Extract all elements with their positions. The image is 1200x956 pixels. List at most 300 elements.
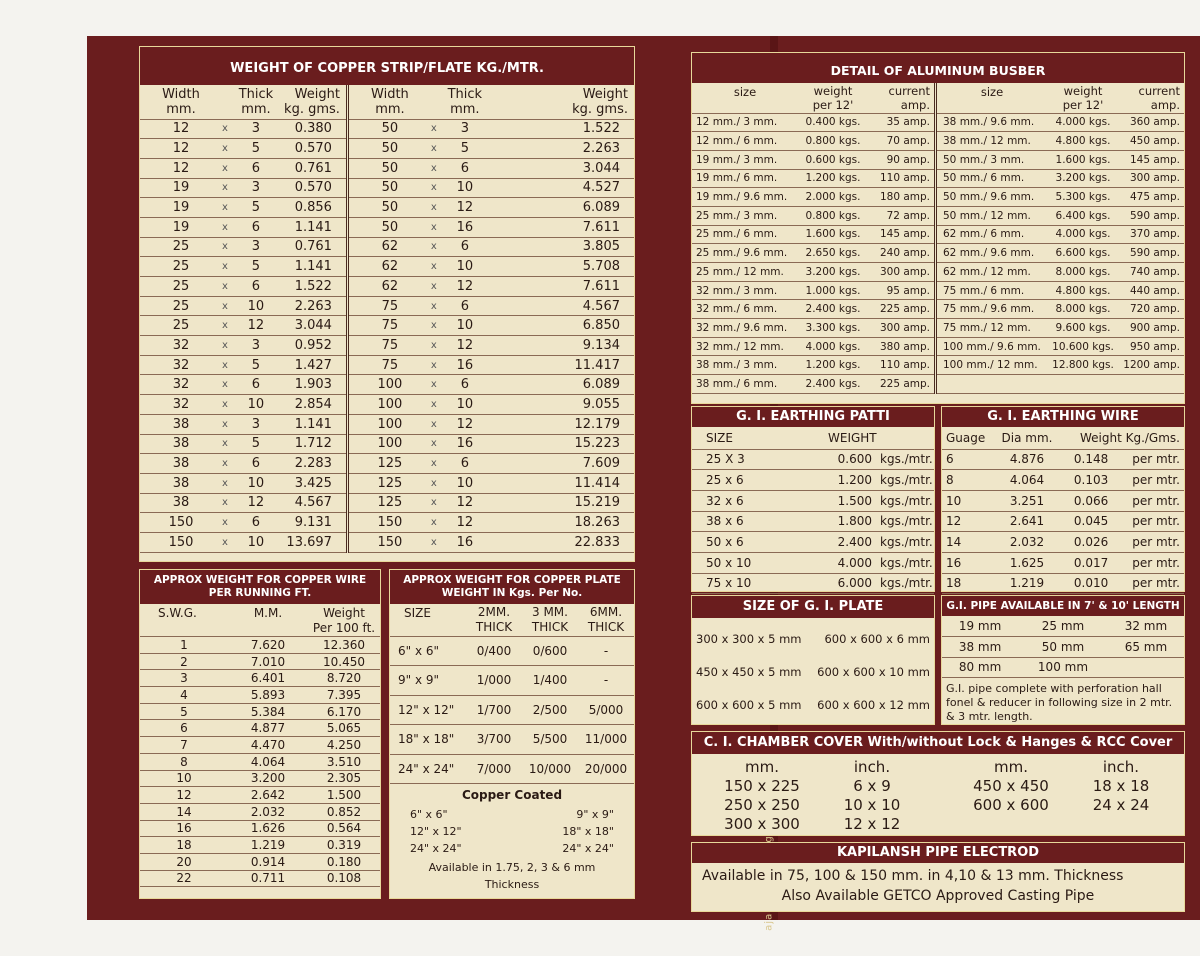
times-sign: x — [222, 162, 228, 174]
wire-row — [140, 803, 380, 820]
earthing-patti-rows — [692, 449, 934, 594]
strip-weight: 7.611 — [582, 219, 620, 235]
times-sign: x — [430, 458, 437, 470]
busbar-weight: 2.650 kgs. — [805, 247, 861, 260]
strip-head-thick-unit-2: mm. — [450, 101, 480, 117]
patti-size: 25 X 3 — [706, 452, 745, 467]
strip-head-thick-2: Thick — [447, 86, 483, 102]
copper-plate-rows — [390, 636, 634, 784]
gi-plate-title: SIZE OF G. I. PLATE — [692, 596, 934, 618]
times-sign: x — [430, 536, 437, 548]
strip-weight: 3.044 — [284, 316, 348, 336]
copper-wire-title-1: APPROX WEIGHT FOR COPPER WIRE — [153, 574, 367, 586]
busbar-current: 35 amp. — [868, 113, 936, 132]
patti-row — [692, 552, 934, 573]
wire-swg: 16 — [176, 821, 192, 836]
strip-width: 125 — [377, 475, 403, 491]
gi-pipe-row — [942, 657, 1184, 678]
times-sign: x — [430, 202, 437, 214]
wire-mm: 1.626 — [250, 821, 286, 836]
patti-unit: kgs./mtr. — [880, 535, 933, 550]
wire-mm: 6.401 — [250, 671, 286, 686]
wire-head-weight: Weight — [323, 606, 365, 620]
strip-width: 50 — [381, 180, 399, 196]
brochure-sheet — [87, 36, 1200, 920]
strip-weight: 1.903 — [284, 375, 348, 395]
strip-weight: 0.570 — [284, 139, 348, 159]
busbar-current: 110 amp. — [868, 169, 936, 188]
busbar-head-weight: weight — [813, 83, 853, 98]
strip-width: 75 — [381, 298, 399, 314]
strip-width: 12 — [172, 121, 190, 137]
wire-mm: 2.032 — [250, 804, 286, 819]
times-sign: x — [222, 221, 228, 233]
busbar-weight: 2.400 kgs. — [805, 377, 861, 390]
plate-head-thick-3: THICK — [587, 619, 625, 634]
busbar-row — [692, 281, 1184, 300]
gi-pipe-size: 32 mm — [1124, 619, 1168, 633]
patti-unit: kgs./mtr. — [880, 493, 933, 508]
ewire-row — [942, 490, 1184, 511]
strip-row — [140, 473, 634, 493]
plate-row — [390, 725, 634, 755]
strip-head-width-unit-2: mm. — [375, 101, 405, 117]
strip-thick: 6 — [460, 377, 469, 393]
strip-thick: 5 — [251, 357, 261, 373]
strip-width: 25 — [172, 318, 190, 334]
busbar-weight: 3.200 kgs. — [1055, 172, 1111, 185]
strip-width: 25 — [172, 278, 190, 294]
ewire-head-guage: Guage — [946, 430, 986, 445]
strip-thick: 6 — [460, 160, 469, 176]
chamber-row — [692, 815, 941, 834]
times-sign: x — [430, 398, 437, 410]
gi-plate-size: 300 x 300 x 5 mm — [696, 631, 802, 646]
copper-plate-available: Available in 1.75, 2, 3 & 6 mm — [428, 861, 596, 874]
times-sign: x — [222, 339, 228, 351]
gi-plate-size: 600 x 600 x 10 mm — [817, 664, 930, 679]
strip-thick: 3 — [251, 239, 261, 255]
strip-head-weight: Weight — [294, 86, 340, 102]
chamber-head-mm: mm. — [745, 758, 779, 776]
busbar-head-current: current — [888, 83, 930, 98]
gi-pipe-title: G.I. PIPE AVAILABLE IN 7' & 10' LENGTH — [942, 596, 1184, 616]
wire-weight: 12.360 — [323, 637, 365, 652]
strip-thick: 3 — [251, 121, 261, 137]
strip-row — [140, 296, 634, 316]
strip-weight: 0.570 — [284, 178, 348, 198]
busbar-weight: 4.000 kgs. — [805, 340, 861, 353]
busbar-current: 300 amp. — [868, 263, 936, 282]
plate-2mm: 3/700 — [476, 732, 512, 747]
strip-row — [140, 414, 634, 434]
patti-unit: kgs./mtr. — [880, 514, 933, 529]
wire-mm: 5.893 — [250, 687, 286, 702]
wire-row — [140, 753, 380, 770]
ewire-unit: per mtr. — [1132, 493, 1180, 508]
chamber-mm: 250 x 250 — [724, 796, 800, 814]
strip-row — [140, 375, 634, 395]
busbar-weight: 10.600 kgs. — [1052, 340, 1114, 353]
strip-thick: 12 — [456, 337, 474, 353]
ewire-unit: per mtr. — [1132, 452, 1180, 467]
busbar-weight: 1.000 kgs. — [805, 284, 861, 297]
strip-thick: 5 — [460, 141, 469, 157]
plate-2mm: 1/700 — [476, 702, 512, 717]
busbar-size: 62 mm./ 6 mm. — [943, 228, 1025, 241]
wire-mm: 1.219 — [250, 838, 286, 853]
strip-row — [140, 454, 634, 474]
strip-width: 25 — [172, 259, 190, 275]
strip-thick: 12 — [456, 515, 474, 531]
busbar-size: 38 mm./ 6 mm. — [696, 377, 778, 390]
busbar-weight: 2.400 kgs. — [805, 303, 861, 316]
strip-row — [140, 237, 634, 257]
earthing-wire-rows — [942, 449, 1184, 594]
busbar-weight: 0.400 kgs. — [805, 116, 861, 129]
busbar-row — [692, 206, 1184, 225]
chamber-mm: 600 x 600 — [973, 796, 1049, 814]
ewire-weight: 0.148 — [1073, 452, 1109, 467]
ewire-row — [942, 552, 1184, 573]
busbar-head-weight-2: weight — [1063, 83, 1103, 98]
patti-size: 75 x 10 — [706, 576, 752, 591]
strip-thick: 12 — [247, 495, 265, 511]
busbar-head-current-2: current — [1138, 83, 1180, 98]
strip-width: 100 — [377, 416, 403, 432]
wire-row — [140, 670, 380, 687]
wire-mm: 5.384 — [250, 704, 286, 719]
wire-weight: 10.450 — [323, 654, 365, 669]
busbar-head-weight-unit: per 12' — [812, 97, 854, 112]
plate-head-thick-2: THICK — [531, 619, 569, 634]
copper-coated-title: Copper Coated — [461, 788, 563, 802]
busbar-current: 95 amp. — [868, 281, 936, 300]
busbar-size: 62 mm./ 12 mm. — [943, 265, 1031, 278]
patti-row — [692, 449, 934, 470]
wire-weight: 6.170 — [326, 704, 362, 719]
gi-pipe-table — [942, 616, 1184, 678]
busbar-weight: 6.400 kgs. — [1055, 209, 1111, 222]
strip-weight: 13.697 — [284, 532, 348, 552]
kapilansh-title: KAPILANSH PIPE ELECTROD — [692, 843, 1184, 863]
patti-size: 50 x 10 — [706, 555, 752, 570]
gi-plate-row — [692, 688, 934, 721]
strip-weight: 2.263 — [582, 141, 620, 157]
gi-pipe-row — [942, 637, 1184, 658]
ewire-row — [942, 449, 1184, 470]
strip-thick: 12 — [456, 200, 474, 216]
busbar-current — [1119, 375, 1184, 394]
ewire-guage: 16 — [946, 555, 962, 570]
plate-6mm: - — [603, 673, 609, 688]
times-sign: x — [222, 182, 228, 194]
busbar-weight: 2.000 kgs. — [805, 191, 861, 204]
plate-head-thick-1: THICK — [475, 619, 513, 634]
busbar-size — [936, 375, 1048, 394]
strip-weight: 1.427 — [284, 355, 348, 375]
ewire-unit: per mtr. — [1132, 535, 1180, 550]
gi-plate-rows — [692, 622, 934, 721]
strip-width: 150 — [168, 534, 194, 550]
busbar-row — [692, 263, 1184, 282]
strip-row — [140, 316, 634, 336]
strip-weight: 1.522 — [582, 121, 620, 137]
wire-swg: 1 — [180, 637, 188, 652]
copper-plate-table — [390, 604, 634, 784]
coated-size-right: 18" x 18" — [562, 825, 614, 838]
patti-row — [692, 532, 934, 553]
ewire-weight: 0.103 — [1073, 473, 1109, 488]
copper-wire-rows — [140, 637, 380, 887]
strip-thick: 10 — [456, 259, 474, 275]
wire-swg: 2 — [180, 654, 188, 669]
strip-thick: 10 — [456, 396, 474, 412]
strip-weight: 0.761 — [284, 158, 348, 178]
strip-weight: 1.141 — [284, 414, 348, 434]
plate-6mm: 11/000 — [584, 732, 628, 747]
wire-mm: 2.642 — [250, 788, 286, 803]
busbar-weight: 6.600 kgs. — [1055, 247, 1111, 260]
coated-row — [390, 806, 634, 823]
copper-strip-panel — [139, 46, 635, 562]
wire-row — [140, 703, 380, 720]
busbar-current: 1200 amp. — [1123, 359, 1180, 372]
busbar-current: 440 amp. — [1129, 284, 1180, 297]
busbar-current: 720 amp. — [1129, 303, 1180, 316]
busbar-table — [692, 83, 1184, 394]
busbar-rows — [692, 113, 1184, 393]
patti-size: 38 x 6 — [706, 514, 744, 529]
busbar-size: 50 mm./ 12 mm. — [943, 209, 1031, 222]
wire-swg: 18 — [176, 838, 192, 853]
strip-thick: 16 — [456, 219, 474, 235]
strip-weight: 3.425 — [284, 473, 348, 493]
strip-weight: 12.179 — [574, 416, 620, 432]
busbar-row — [692, 375, 1184, 394]
strip-weight: 0.380 — [284, 119, 348, 139]
strip-width: 150 — [377, 515, 403, 531]
times-sign: x — [430, 438, 437, 450]
wire-mm: 4.064 — [250, 754, 286, 769]
busbar-current: 900 amp. — [1129, 321, 1180, 334]
plate-size: 6" x 6" — [398, 643, 440, 658]
chamber-right-rows — [941, 777, 1184, 815]
strip-width: 19 — [172, 180, 190, 196]
strip-weight: 9.055 — [582, 396, 620, 412]
strip-head-weight-unit: kg. gms. — [284, 101, 340, 117]
strip-weight: 5.708 — [582, 259, 620, 275]
wire-mm: 0.914 — [250, 854, 286, 869]
patti-size: 32 x 6 — [706, 493, 744, 508]
busbar-row — [692, 225, 1184, 244]
times-sign: x — [430, 221, 437, 233]
strip-row — [140, 198, 634, 218]
copper-coated-rows — [390, 806, 634, 857]
strip-weight: 9.131 — [284, 513, 348, 533]
patti-row — [692, 573, 934, 594]
strip-width: 62 — [381, 239, 399, 255]
busbar-row — [692, 188, 1184, 207]
strip-width: 62 — [381, 278, 399, 294]
plate-size: 9" x 9" — [398, 673, 440, 688]
ewire-dia: 4.064 — [1009, 473, 1045, 488]
times-sign: x — [430, 477, 437, 489]
busbar-size: 25 mm./ 9.6 mm. — [696, 247, 788, 260]
patti-row — [692, 490, 934, 511]
strip-weight: 15.223 — [574, 436, 620, 452]
plate-head-3mm: 3 MM. — [532, 604, 568, 619]
strip-row — [140, 434, 634, 454]
strip-weight: 1.712 — [284, 434, 348, 454]
busbar-size: 32 mm./ 3 mm. — [696, 284, 778, 297]
busbar-size: 50 mm./ 3 mm. — [943, 153, 1025, 166]
chamber-row — [692, 796, 941, 815]
ewire-guage: 10 — [946, 493, 962, 508]
strip-width: 32 — [172, 357, 190, 373]
wire-weight: 1.500 — [326, 788, 362, 803]
strip-weight: 6.850 — [582, 318, 620, 334]
wire-weight: 3.510 — [326, 754, 362, 769]
plate-3mm: 0/600 — [532, 643, 568, 658]
gi-pipe-rows — [942, 616, 1184, 678]
strip-width: 19 — [172, 200, 190, 216]
times-sign: x — [222, 300, 228, 312]
busbar-weight: 3.300 kgs. — [805, 321, 861, 334]
busbar-current: 110 amp. — [868, 356, 936, 375]
plate-2mm: 1/000 — [476, 673, 512, 688]
busbar-current: 740 amp. — [1129, 265, 1180, 278]
ewire-guage: 6 — [946, 452, 954, 467]
wire-row — [140, 720, 380, 737]
busbar-weight: 1.200 kgs. — [805, 172, 861, 185]
times-sign: x — [430, 182, 437, 194]
busbar-current: 145 amp. — [868, 225, 936, 244]
wire-row — [140, 737, 380, 754]
strip-width: 100 — [377, 396, 403, 412]
gi-plate-row — [692, 655, 934, 688]
busbar-weight: 1.200 kgs. — [805, 359, 861, 372]
strip-weight: 11.414 — [574, 475, 620, 491]
gi-pipe-size — [1108, 657, 1184, 678]
strip-width: 12 — [172, 160, 190, 176]
wire-swg: 8 — [180, 754, 188, 769]
busbar-current: 225 amp. — [868, 300, 936, 319]
wire-swg: 7 — [180, 737, 188, 752]
strip-weight: 1.141 — [284, 257, 348, 277]
busbar-weight: 1.600 kgs. — [805, 228, 861, 241]
chamber-mm: 450 x 450 — [973, 777, 1049, 795]
strip-thick: 6 — [251, 377, 261, 393]
busbar-row — [692, 150, 1184, 169]
plate-size: 18" x 18" — [398, 732, 455, 747]
wire-row — [140, 870, 380, 887]
ewire-head-weight: Weight Kg./Gms. — [1079, 430, 1180, 445]
wire-weight: 4.250 — [326, 737, 362, 752]
wire-swg: 12 — [176, 788, 192, 803]
times-sign: x — [430, 379, 437, 391]
busbar-current: 180 amp. — [868, 188, 936, 207]
strip-row — [140, 119, 634, 139]
strip-width: 150 — [377, 534, 403, 550]
strip-head-thick: Thick — [238, 86, 274, 102]
busbar-weight: 9.600 kgs. — [1055, 321, 1111, 334]
chamber-row — [941, 796, 1184, 815]
busbar-size: 12 mm./ 6 mm. — [696, 135, 778, 148]
wire-weight: 5.065 — [326, 721, 362, 736]
times-sign: x — [430, 339, 437, 351]
plate-3mm: 2/500 — [532, 702, 568, 717]
copper-wire-title-2: PER RUNNING FT. — [208, 587, 312, 599]
strip-head-width: Width — [162, 86, 200, 102]
wire-swg: 20 — [176, 854, 192, 869]
times-sign: x — [222, 280, 228, 292]
busbar-current: 300 amp. — [868, 319, 936, 338]
ewire-unit: per mtr. — [1132, 473, 1180, 488]
busbar-size: 38 mm./ 9.6 mm. — [943, 116, 1035, 129]
strip-width: 125 — [377, 495, 403, 511]
wire-weight: 0.319 — [326, 838, 362, 853]
busbar-weight: 4.000 kgs. — [1055, 116, 1111, 129]
wire-weight: 0.852 — [326, 804, 362, 819]
busbar-row — [692, 337, 1184, 356]
ewire-row — [942, 470, 1184, 491]
strip-thick: 12 — [456, 416, 474, 432]
strip-width: 150 — [168, 515, 194, 531]
busbar-size: 38 mm./ 3 mm. — [696, 359, 778, 372]
ewire-row — [942, 511, 1184, 532]
wire-row — [140, 837, 380, 854]
copper-plate-title-1: APPROX WEIGHT FOR COPPER PLATE — [403, 574, 621, 586]
strip-width: 75 — [381, 337, 399, 353]
wire-swg: 3 — [180, 671, 188, 686]
patti-weight: 4.000 — [837, 555, 872, 570]
strip-thick: 16 — [456, 436, 474, 452]
strip-thick: 5 — [251, 200, 261, 216]
busbar-row — [692, 319, 1184, 338]
strip-width: 38 — [172, 416, 190, 432]
chamber-head-inch-2: inch. — [1102, 758, 1140, 776]
busbar-weight: 4.800 kgs. — [1055, 135, 1111, 148]
copper-strip-table — [140, 85, 634, 553]
patti-unit: kgs./mtr. — [880, 555, 933, 570]
copper-plate-title-2: WEIGHT IN Kgs. Per No. — [441, 587, 583, 599]
wire-swg: 6 — [180, 721, 188, 736]
busbar-weight: 1.600 kgs. — [1055, 153, 1111, 166]
wire-swg: 10 — [176, 771, 192, 786]
coated-row — [390, 840, 634, 857]
wire-mm: 7.620 — [250, 637, 286, 652]
earthing-wire-panel — [941, 406, 1185, 592]
patti-row — [692, 470, 934, 491]
times-sign: x — [222, 536, 228, 548]
times-sign: x — [430, 517, 437, 529]
strip-thick: 10 — [456, 180, 474, 196]
wire-mm: 4.877 — [250, 721, 286, 736]
busbar-size: 75 mm./ 6 mm. — [943, 284, 1025, 297]
busbar-current: 225 amp. — [868, 375, 936, 394]
strip-weight: 15.219 — [574, 495, 620, 511]
strip-thick: 6 — [460, 298, 469, 314]
strip-width: 38 — [172, 495, 190, 511]
patti-head-weight: WEIGHT — [828, 430, 877, 445]
gi-plate-size: 450 x 450 x 5 mm — [696, 664, 802, 679]
busbar-weight: 0.800 kgs. — [805, 135, 861, 148]
strip-width: 50 — [381, 200, 399, 216]
plate-row — [390, 695, 634, 725]
busbar-current: 475 amp. — [1129, 191, 1180, 204]
busbar-weight: 4.800 kgs. — [1055, 284, 1111, 297]
